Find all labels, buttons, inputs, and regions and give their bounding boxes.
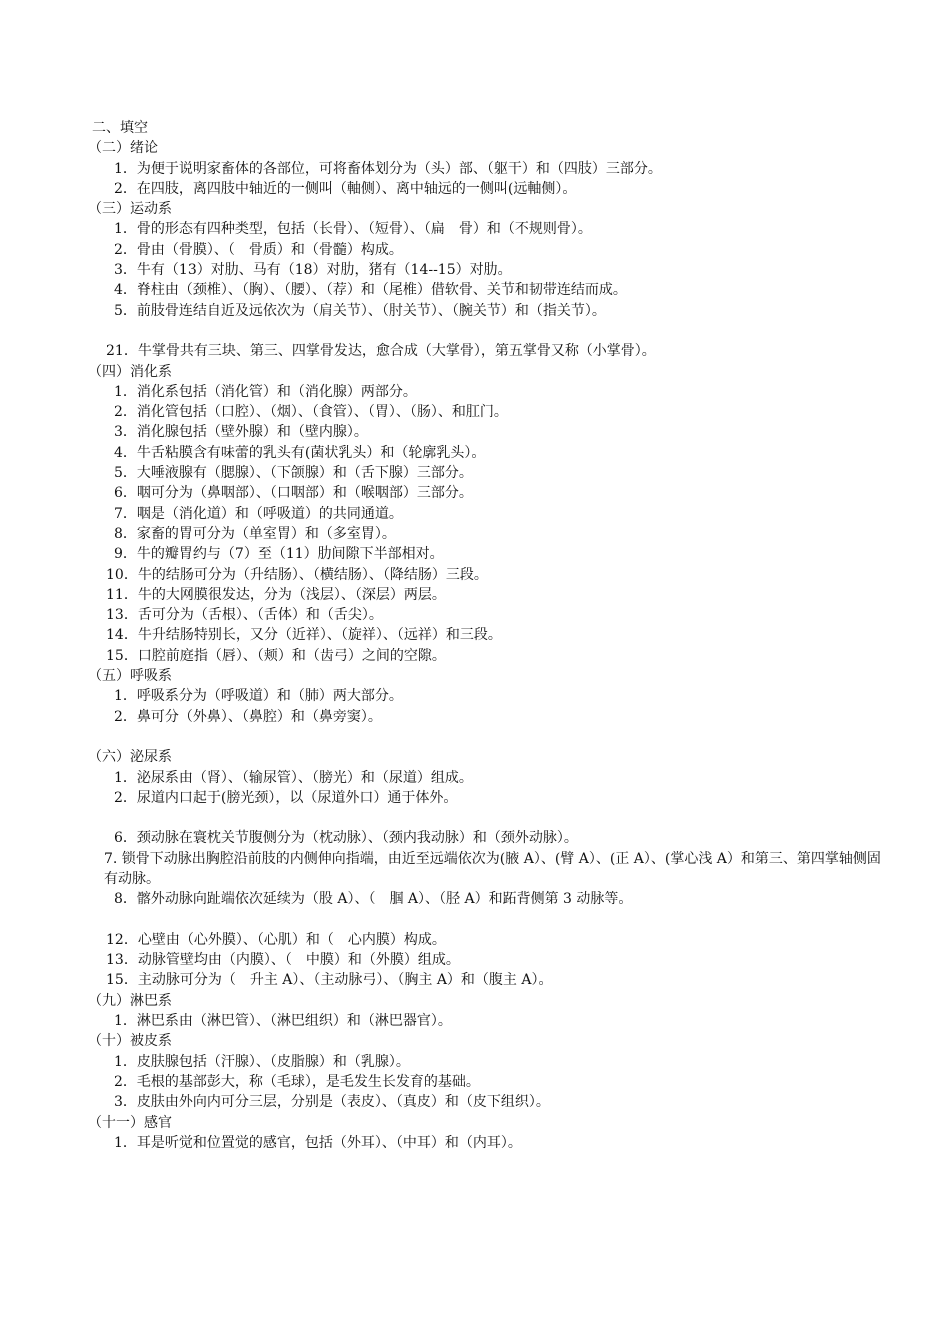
section-heading: （六）泌尿系	[88, 749, 172, 766]
blank-line	[92, 808, 872, 828]
fill-blank-item: 2．毛根的基部彭大，称（毛球），是毛发生长发育的基础。	[114, 1073, 480, 1090]
section-heading: （四）消化系	[88, 363, 172, 380]
fill-blank-item: 2．鼻可分（外鼻）、（鼻腔）和（鼻旁窦）。	[114, 708, 382, 725]
fill-blank-item: 1．消化系包括（消化管）和（消化腺）两部分。	[114, 383, 417, 400]
fill-blank-item: 3．牛有（13）对肋、马有（18）对肋，猪有（14--15）对肋。	[114, 262, 512, 279]
fill-blank-item: 6．咽可分为（鼻咽部）、（口咽部）和（喉咽部）三部分。	[114, 485, 473, 502]
section-heading: （九）淋巴系	[88, 992, 172, 1009]
fill-blank-item: 5．前肢骨连结自近及远依次为（肩关节）、（肘关节）、（腕关节）和（指关节）。	[114, 302, 606, 319]
fill-blank-item: 21．牛掌骨共有三块、第三、四掌骨发达，愈合成（大掌骨），第五掌骨又称（小掌骨）。	[106, 343, 656, 360]
fill-blank-item: 1．呼吸系分为（呼吸道）和（肺）两大部分。	[114, 688, 403, 705]
fill-blank-item: 12．心壁由（心外膜）、（心肌）和（ 心内膜）构成。	[106, 931, 446, 948]
fill-blank-item: 3．消化腺包括（壁外腺）和（壁内腺）。	[114, 424, 368, 441]
fill-blank-item: 2．在四肢，离四肢中轴近的一侧叫（軸侧）、离中轴远的一侧叫(远軸侧）。	[114, 180, 577, 197]
fill-blank-item: 9．牛的瓣胃约与（7）至（11）肋间隙下半部相对。	[114, 546, 444, 563]
fill-blank-item: 11．牛的大网膜很发达，分为（浅层）、（深层）两层。	[106, 586, 446, 603]
fill-blank-item: 2．消化管包括（口腔）、（烟）、（食管）、（胃）、（肠）、和肛门。	[114, 404, 508, 421]
fill-blank-item: 1．骨的形态有四种类型，包括（长骨）、（短骨）、（扁 骨）和（不规则骨）。	[114, 221, 592, 238]
section-heading: （五）呼吸系	[88, 668, 172, 685]
fill-blank-item: 15．主动脉可分为（ 升主 A）、（主动脉弓）、（胸主 A）和（腹主 A）。	[106, 972, 553, 989]
fill-blank-item: 15．口腔前庭指（唇）、（颊）和（齿弓）之间的空隙。	[106, 647, 446, 664]
fill-blank-item: 13．动脉管壁均由（内膜）、（ 中膜）和（外膜）组成。	[106, 952, 460, 969]
fill-blank-item: 1．淋巴系由（淋巴管）、（淋巴组织）和（淋巴器官）。	[114, 1013, 452, 1030]
fill-blank-item: 2．尿道内口起于(膀光颈），以（尿道外口）通于体外。	[114, 789, 458, 806]
section-heading: （十一）感官	[88, 1114, 172, 1131]
fill-blank-item: 5．大唾液腺有（腮腺）、（下颌腺）和（舌下腺）三部分。	[114, 465, 473, 482]
document-title: 二、填空	[92, 120, 148, 136]
fill-blank-item: 14．牛升结肠特别长，又分（近祥）、（旋祥）、（远祥）和三段。	[106, 627, 502, 644]
fill-blank-item: 7．咽是（消化道）和（呼吸道）的共同通道。	[114, 505, 403, 522]
fill-blank-item: 10．牛的结肠可分为（升结肠）、（横结肠）、（降结肠）三段。	[106, 566, 488, 583]
fill-blank-item: 4．脊柱由（颈椎）、（胸）、（腰）、（荐）和（尾椎）借软骨、关节和韧带连结而成。	[114, 282, 627, 299]
fill-blank-item: 8．髂外动脉向趾端依次延续为（股 A）、（ 腘 A）、（胫 A）和跖背侧第 3 动脉等。	[114, 891, 633, 908]
fill-blank-item: 13．舌可分为（舌根）、（舌体）和（舌尖）。	[106, 607, 383, 624]
section-heading: （三）运动系	[88, 201, 172, 218]
blank-line	[92, 910, 872, 930]
blank-line	[92, 321, 872, 341]
fill-blank-item: 3．皮肤由外向内可分三层，分别是（表皮）、（真皮）和（皮下组织）。	[114, 1094, 550, 1111]
section-heading: （二）绪论	[88, 140, 158, 157]
fill-blank-item: 8．家畜的胃可分为（单室胃）和（多室胃）。	[114, 525, 396, 542]
fill-blank-item: 1．皮肤腺包括（汗腺）、（皮脂腺）和（乳腺）。	[114, 1053, 410, 1070]
fill-blank-item: 2．骨由（骨膜）、（ 骨质）和（骨髓）构成。	[114, 241, 403, 258]
section-heading: （十）被皮系	[88, 1033, 172, 1050]
fill-blank-item: 7. 锁骨下动脉出胸腔沿前肢的内侧伸向指端，由近至远端依次为(腋 A）、(臂 A）、(正 A）、(掌心浅 A）和第三、第四掌轴侧固有动脉。	[104, 850, 881, 887]
fill-blank-item: 1．为便于说明家畜体的各部位，可将畜体划分为（头）部、（躯干）和（四肢）三部分。	[114, 160, 662, 177]
fill-blank-item: 1．泌尿系由（肾）、（输尿管）、（膀光）和（尿道）组成。	[114, 769, 473, 786]
document-body	[88, 138, 881, 1153]
document-page	[88, 118, 881, 1153]
blank-line	[92, 727, 872, 747]
fill-blank-item: 6．颈动脉在寰枕关节腹侧分为（枕动脉）、（颈内我动脉）和（颈外动脉）。	[114, 830, 578, 847]
fill-blank-item: 4．牛舌粘膜含有味蕾的乳头有(菌状乳头）和（轮廓乳头）。	[114, 444, 486, 461]
fill-blank-item: 1．耳是听觉和位置觉的感官，包括（外耳）、（中耳）和（内耳）。	[114, 1134, 522, 1151]
